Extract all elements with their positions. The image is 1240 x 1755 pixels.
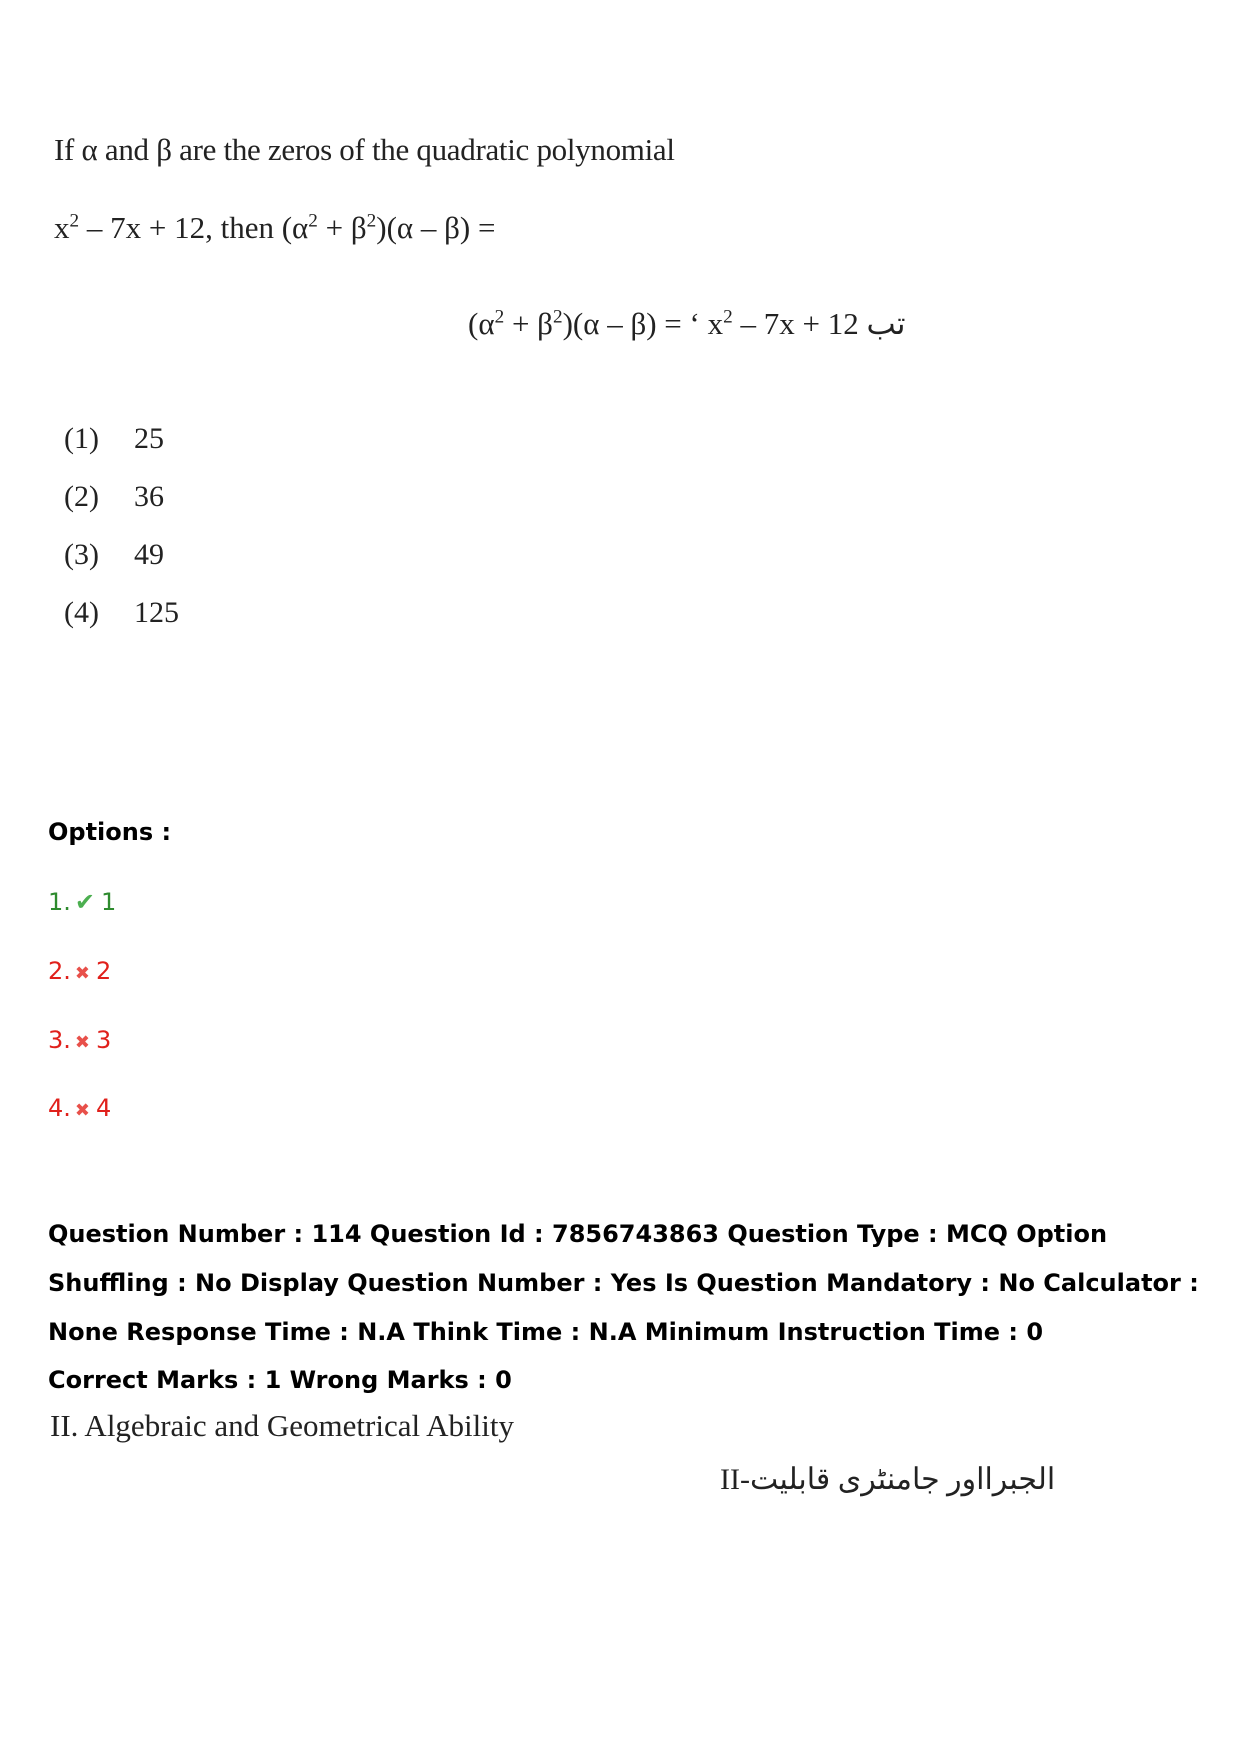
question-text-line2: $x^2 - 7x + 12$, then $(\alpha^2 + \beta^2)(\alpha - \beta)$ = (54, 210, 496, 245)
option-1: 1. ✔ 1 (48, 888, 117, 916)
question-choice: (2) 36 (64, 480, 164, 513)
question-choice: (4) 125 (64, 596, 179, 629)
question-choice: (3) 49 (64, 538, 164, 571)
question-text-urdu: $(\alpha^2 + \beta^2)(\alpha - \beta)$ = ‘ $x^2 - 7x + 12$ تب (468, 306, 906, 341)
options-heading: Options : (48, 818, 172, 846)
option-4: 4. ✖ 4 (48, 1094, 112, 1122)
question-choice: (1) 25 (64, 422, 164, 455)
section-title-urdu: II-الجبرااور جامنٹری قابلیت (720, 1463, 1056, 1496)
section-title-english: II. Algebraic and Geometrical Ability (50, 1408, 514, 1443)
cross-icon: ✖ (74, 1032, 90, 1053)
question-text-line1: If α and β are the zeros of the quadratic polynomial (54, 132, 675, 167)
option-3: 3. ✖ 3 (48, 1026, 112, 1054)
option-2: 2. ✖ 2 (48, 957, 112, 985)
check-icon: ✔ (74, 888, 96, 916)
marks-info: Correct Marks : 1 Wrong Marks : 0 (48, 1366, 512, 1394)
cross-icon: ✖ (74, 963, 90, 984)
cross-icon: ✖ (74, 1100, 90, 1121)
question-metadata: Question Number : 114 Question Id : 7856743863 Question Type : MCQ Option Shuffling : No Display Question Number : Yes Is Question Mandatory : No Calculator : None Response Time : N.A Think Time : N.A Minimum Instruction Time : 0 (48, 1220, 1199, 1346)
